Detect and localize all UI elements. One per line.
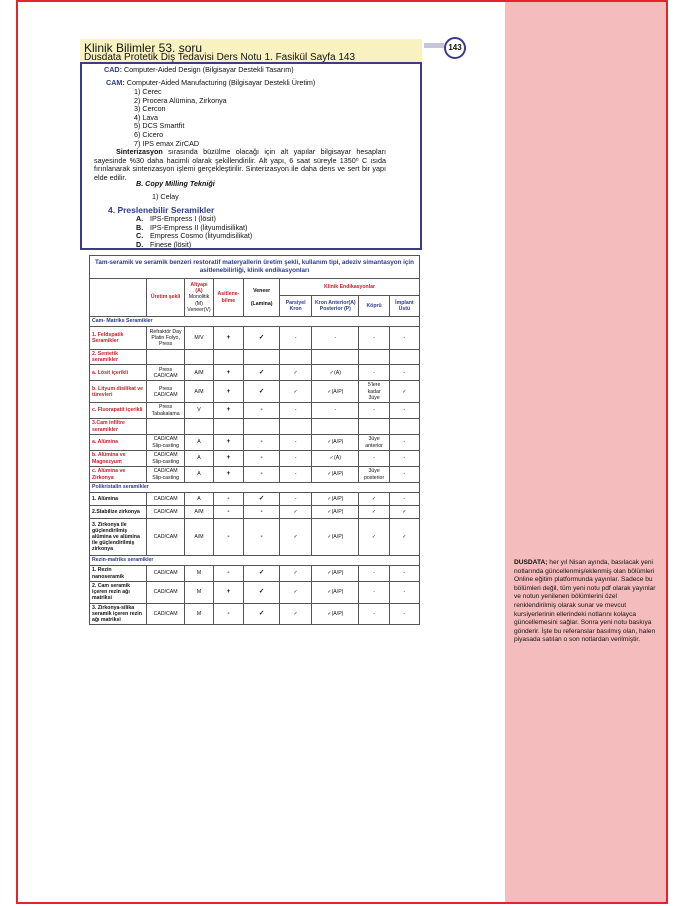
table-cell: A/M	[185, 365, 213, 381]
table-cell: ✓(A/P)	[312, 381, 359, 403]
press-list	[136, 215, 252, 249]
table-cell: -	[244, 435, 280, 451]
table-cell: ✓	[280, 519, 312, 556]
table-cell	[312, 350, 359, 365]
material-name-cell: c. Fluorapatit içerikli	[90, 403, 147, 419]
table-group-label: Rezin-matriks seramikler	[90, 556, 420, 566]
table-cell: -	[280, 493, 312, 506]
table-cell: ✓(A/P)	[312, 435, 359, 451]
table-cell: -	[389, 365, 419, 381]
press-list-item: A. IPS-Empress I (lösit)	[136, 214, 216, 223]
dusdata-note	[514, 559, 660, 645]
table-row	[90, 506, 420, 519]
table-row	[90, 493, 420, 506]
table-cell: -	[359, 582, 389, 604]
header-implant: İmplant Üstü	[389, 296, 419, 317]
press-list-item: C. Empress Cosmo (lityumdisilikat)	[136, 231, 253, 241]
table-cell: ✓	[280, 603, 312, 625]
table-cell: A	[185, 493, 213, 506]
cad-line	[104, 66, 294, 75]
table-cell: -	[280, 327, 312, 350]
table-cell: ✓(A/P)	[312, 493, 359, 506]
header-uretim: Üretim şekli	[146, 279, 184, 317]
material-name-cell: 2.Stabilize zirkonya	[90, 506, 147, 519]
table-cell: +	[213, 403, 244, 419]
table-row	[90, 603, 420, 625]
table-cell: -	[213, 493, 244, 506]
header-klinik: Klinik Endikasyonlar	[280, 279, 420, 296]
table-cell: ✓	[389, 506, 419, 519]
celay-item: 1) Celay	[152, 192, 179, 201]
table-cell: Press CAD/CAM	[146, 365, 184, 381]
table-group-label: Polikristalin seramikler	[90, 483, 420, 493]
table-cell: ✓	[280, 506, 312, 519]
table-header-row	[90, 279, 420, 296]
table-cell: ✓(A/P)	[312, 519, 359, 556]
table-cell: -	[244, 467, 280, 483]
sinterizasyon-text: sırasında büzülme olacağı için alt yapılar bilgisayar hesapları sayesinde %30 daha hacimli olarak şekillendirilir. Alt yapı, 6 saat süreyle 1350⁰ C ısıda fırınlanarak sinterizasyon işlemi gerçekleştirilir. Sinterizasyon ile daha dens ve sert bir yapı elde edilir.	[94, 147, 386, 182]
question-source: Dusdata Protetik Diş Tedavisi Ders Notu 1. Fasikül Sayfa 143	[84, 52, 356, 63]
material-name-cell: a. Alümina	[90, 435, 147, 451]
table-cell	[359, 350, 389, 365]
table-cell	[389, 419, 419, 435]
table-row	[90, 467, 420, 483]
sinterizasyon-term: Sinterizasyon	[116, 147, 163, 156]
table-cell: +	[213, 327, 244, 350]
table-cell: M	[185, 603, 213, 625]
table-row	[90, 365, 420, 381]
table-cell: -	[312, 403, 359, 419]
table-cell: -	[244, 451, 280, 467]
table-cell	[213, 419, 244, 435]
table-cell: ✓(A/P)	[312, 467, 359, 483]
cam-list-item: 4) Lava	[134, 112, 158, 122]
table-cell: -	[280, 451, 312, 467]
page-number-bar	[424, 43, 444, 48]
table-cell: +	[213, 451, 244, 467]
table-cell: CAD/CAM	[146, 519, 184, 556]
cam-list-item: 1) Cerec	[134, 87, 162, 96]
table-cell	[213, 350, 244, 365]
table-cell: ✓	[389, 381, 419, 403]
cam-list-item: 7) IPS emax ZirCAD	[134, 138, 200, 148]
table-cell: +	[213, 365, 244, 381]
table-cell: CAD/CAM	[146, 603, 184, 625]
table-row	[90, 451, 420, 467]
table-cell: -	[389, 467, 419, 483]
table-cell	[312, 419, 359, 435]
table-cell: +	[213, 582, 244, 604]
table-row	[90, 350, 420, 365]
cam-list-item: 3) Cercon	[134, 104, 166, 114]
material-name-cell: 3. Zirkonya ile güçlendirilmiş alümina ve alümina ile güçlendirilmiş zirkonya	[90, 519, 147, 556]
table-cell: CAD/CAM	[146, 493, 184, 506]
table-row	[90, 381, 420, 403]
table-cell: -	[389, 493, 419, 506]
table-cell	[146, 350, 184, 365]
table-cell: ✓	[244, 603, 280, 625]
table-cell: -	[244, 403, 280, 419]
table-cell: A/M	[185, 381, 213, 403]
table-cell: -	[280, 435, 312, 451]
table-cell: -	[359, 365, 389, 381]
ceramics-table-body	[90, 256, 420, 625]
table-cell: A/M	[185, 519, 213, 556]
material-name-cell: 1. Feldspatik Seramikler	[90, 327, 147, 350]
table-cell: ✓	[244, 582, 280, 604]
sinterizasyon-paragraph	[94, 148, 386, 182]
table-cell: ✓	[244, 566, 280, 582]
cad-label: CAD:	[104, 65, 122, 74]
table-title-row	[90, 256, 420, 279]
table-cell: 3üye anterior	[359, 435, 389, 451]
table-group-row	[90, 556, 420, 566]
table-cell: ✓	[244, 365, 280, 381]
table-cell: M	[185, 582, 213, 604]
dusdata-note-bold: DUSDATA;	[514, 559, 548, 566]
header-kron: Kron Anterior(A) Posterior (P)	[312, 296, 359, 317]
press-list-item: B. IPS-Empress II (lityumdisilikat)	[136, 222, 248, 232]
table-cell: V	[185, 403, 213, 419]
material-name-cell: 1. Alümina	[90, 493, 147, 506]
table-cell	[146, 419, 184, 435]
question-title: Klinik Bilimler 53. soru	[84, 41, 203, 55]
header-empty-cell	[90, 279, 147, 317]
table-cell: CAD/CAM Slip-casting	[146, 451, 184, 467]
table-cell: ✓(A/P)	[312, 506, 359, 519]
material-name-cell: b. Alümina ve Magnezyum	[90, 451, 147, 467]
material-name-cell: 1. Rezin nanoseramik	[90, 566, 147, 582]
header-veneer: Veneer (Lamina)	[244, 279, 280, 317]
table-cell: -	[359, 603, 389, 625]
table-cell	[389, 350, 419, 365]
table-cell: ✓	[280, 381, 312, 403]
table-row	[90, 519, 420, 556]
dusdata-note-text: her yıl Nisan ayında, basılacak yeni notlarında güncellenmiş/eklenmiş olan bölümleri Online eğitim platformunda yayınlar. Sadece bu bölümleri değil, tüm yeni notu pdf olarak yayınlar ve notun yenilenen bölümlerini özel renklendirilmiş olarak sunar ve mevcut kursiyerlerinin ellerindeki notlarını kolayca güncellemesini sağlar. Sonra yeni notu baskıya gönderir. İşte bu referanslar basılmış olan, halen piyasada satılan o son notlardan verilmiştir.	[514, 559, 656, 644]
table-cell: ✓	[359, 493, 389, 506]
table-cell: CAD/CAM	[146, 566, 184, 582]
page-number: 143	[444, 37, 466, 59]
ceramics-table	[89, 255, 420, 625]
press-list-item: D. Finese (lösit)	[136, 239, 192, 249]
cam-label: CAM:	[106, 78, 125, 87]
table-cell: -	[359, 451, 389, 467]
table-row	[90, 566, 420, 582]
table-group-row	[90, 317, 420, 327]
table-group-row	[90, 483, 420, 493]
table-cell: -	[389, 451, 419, 467]
table-cell	[244, 350, 280, 365]
table-cell: ✓	[280, 582, 312, 604]
table-cell: +	[213, 381, 244, 403]
table-cell	[280, 419, 312, 435]
table-cell: ✓	[244, 327, 280, 350]
table-cell: ✓(A/P)	[312, 603, 359, 625]
table-cell: A	[185, 467, 213, 483]
table-cell: ✓	[359, 519, 389, 556]
table-cell: ✓(A/P)	[312, 582, 359, 604]
table-cell: -	[213, 566, 244, 582]
table-cell: -	[359, 327, 389, 350]
table-cell: ✓	[244, 493, 280, 506]
table-cell: A	[185, 435, 213, 451]
table-cell: ✓	[244, 381, 280, 403]
table-cell: Refraktör Day Platin Folyo, Press	[146, 327, 184, 350]
table-row	[90, 435, 420, 451]
material-name-cell: 2. Cam seramik içeren rezin ağı matriksi	[90, 582, 147, 604]
material-name-cell: c. Alümina ve Zirkonya	[90, 467, 147, 483]
cad-text: Computer-Aided Design (Bilgisayar Destekli Tasarım)	[123, 65, 294, 74]
cam-list-item: 2) Procera Alümina, Zirkonya	[134, 95, 227, 105]
table-cell	[244, 419, 280, 435]
table-cell	[185, 350, 213, 365]
table-cell: CAD/CAM	[146, 582, 184, 604]
table-cell: A/M	[185, 506, 213, 519]
table-cell: -	[244, 506, 280, 519]
table-cell	[280, 350, 312, 365]
header-altyapi: Altyapı (A) Monolitik (M) Veneer(V)	[185, 279, 213, 317]
table-cell: ✓	[280, 566, 312, 582]
table-cell: ✓(A)	[312, 451, 359, 467]
table-cell: ✓	[389, 519, 419, 556]
table-row	[90, 419, 420, 435]
table-cell: CAD/CAM Slip-casting	[146, 435, 184, 451]
table-cell: -	[244, 519, 280, 556]
table-cell: CAD/CAM	[146, 506, 184, 519]
table-cell: -	[389, 582, 419, 604]
cam-list	[134, 88, 227, 148]
table-cell: ✓(A/P)	[312, 566, 359, 582]
table-cell: -	[359, 403, 389, 419]
table-cell: -	[312, 327, 359, 350]
table-row	[90, 403, 420, 419]
table-row	[90, 582, 420, 604]
table-cell: ✓	[280, 365, 312, 381]
table-cell: -	[213, 506, 244, 519]
table-cell: +	[213, 467, 244, 483]
material-name-cell: 3. Zirkonya-silika seramik içeren rezin ağı matriksi	[90, 603, 147, 625]
table-row	[90, 327, 420, 350]
material-name-cell: 3.Cam infiltre seramikler	[90, 419, 147, 435]
table-cell: -	[389, 566, 419, 582]
table-cell: -	[389, 603, 419, 625]
cam-text: Computer-Aided Manufacturing (Bilgisayar Destekli Üretim)	[126, 78, 316, 87]
table-cell: Press CAD/CAM	[146, 381, 184, 403]
cam-list-item: 5) DCS Smartfit	[134, 121, 185, 131]
table-cell: M/V	[185, 327, 213, 350]
table-cell: -	[280, 403, 312, 419]
table-title: Tam-seramik ve seramik benzeri restoratif materyallerin üretim şekli, kullanım tipi, adeziv simantasyon için asitlenebilirliği, klinik endikasyonları	[90, 256, 420, 279]
material-name-cell: a. Lösit içerikli	[90, 365, 147, 381]
table-cell: -	[213, 519, 244, 556]
table-cell: CAD/CAM Slip-casting	[146, 467, 184, 483]
cam-list-item: 6) Cicero	[134, 129, 164, 139]
press-section-title: 4. Preslenebilir Seramikler	[108, 205, 215, 215]
table-cell: -	[359, 566, 389, 582]
table-cell	[185, 419, 213, 435]
table-cell: Press Tabakalama	[146, 403, 184, 419]
table-cell: ✓(A)	[312, 365, 359, 381]
header-kopru: Köprü	[359, 296, 389, 317]
header-asitlenebilme: Asitlene-bilme	[213, 279, 244, 317]
table-cell	[359, 419, 389, 435]
table-cell: 5'lere kadar 3üye	[359, 381, 389, 403]
material-name-cell: b. Lityum disilikat ve türevleri	[90, 381, 147, 403]
table-cell: A	[185, 451, 213, 467]
table-cell: -	[389, 435, 419, 451]
table-cell: -	[389, 327, 419, 350]
table-cell: -	[213, 603, 244, 625]
table-cell: -	[389, 403, 419, 419]
table-cell: +	[213, 435, 244, 451]
material-name-cell: 2. Sentetik seramikler	[90, 350, 147, 365]
table-cell: -	[280, 467, 312, 483]
header-parsiyel-kron: Parsiyel Kron	[280, 296, 312, 317]
table-cell: ✓	[359, 506, 389, 519]
table-cell: 3üye posterior	[359, 467, 389, 483]
table-cell: M	[185, 566, 213, 582]
table-group-label: Cam- Matriks Seramikler	[90, 317, 420, 327]
copy-milling-heading: B. Copy Milling Tekniği	[136, 179, 215, 188]
